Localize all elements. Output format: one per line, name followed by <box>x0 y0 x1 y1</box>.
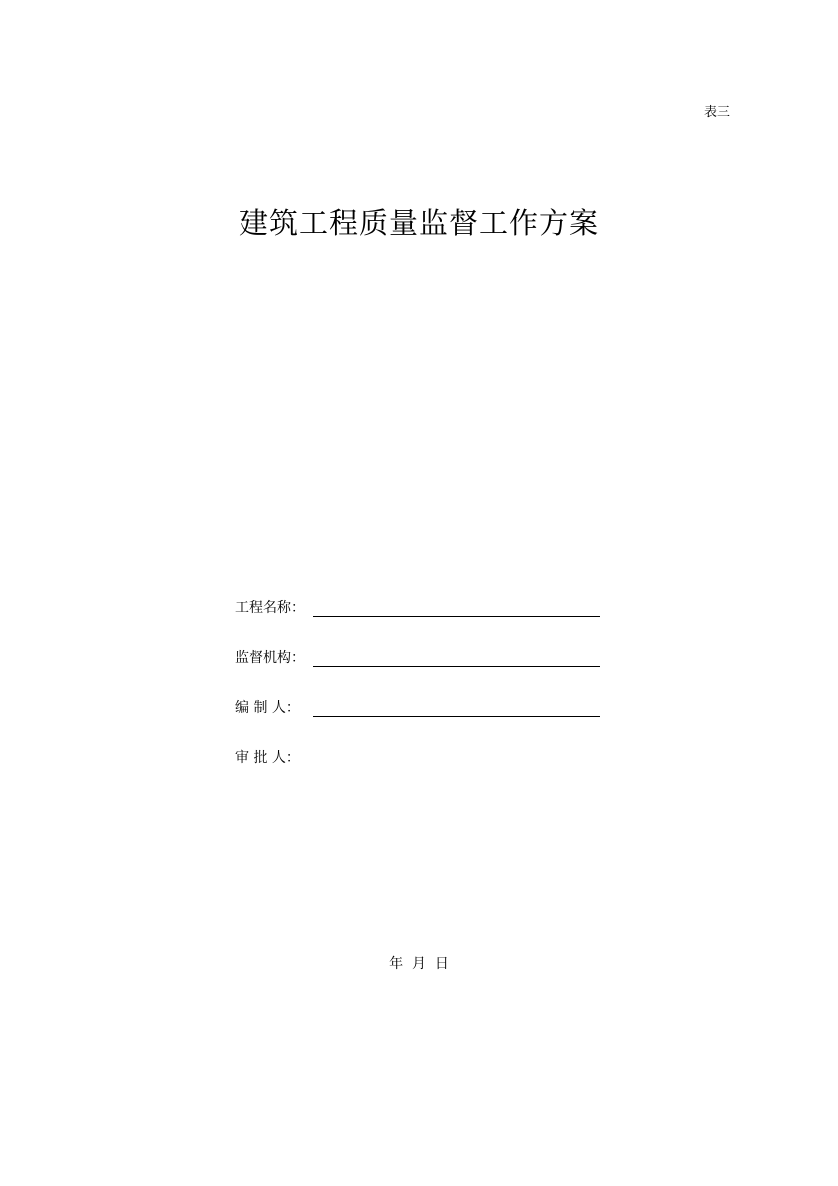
form-area <box>235 596 615 796</box>
form-label-compiler: 编 制 人： <box>235 700 300 716</box>
form-line-compiler <box>313 716 600 717</box>
form-line-supervision-agency <box>313 666 600 667</box>
form-row-compiler <box>235 696 615 746</box>
form-row-project-name <box>235 596 615 646</box>
form-label-supervision-agency: 监督机构： <box>235 650 305 666</box>
form-label-approver: 审 批 人： <box>235 750 300 766</box>
date-line: 年 月 日 <box>389 956 449 972</box>
form-line-project-name <box>313 616 600 617</box>
form-row-supervision-agency <box>235 646 615 696</box>
document-title: 建筑工程质量监督工作方案 <box>238 206 599 240</box>
page-label: 表三 <box>703 105 730 120</box>
form-label-project-name: 工程名称： <box>235 600 305 616</box>
form-row-approver <box>235 746 615 796</box>
